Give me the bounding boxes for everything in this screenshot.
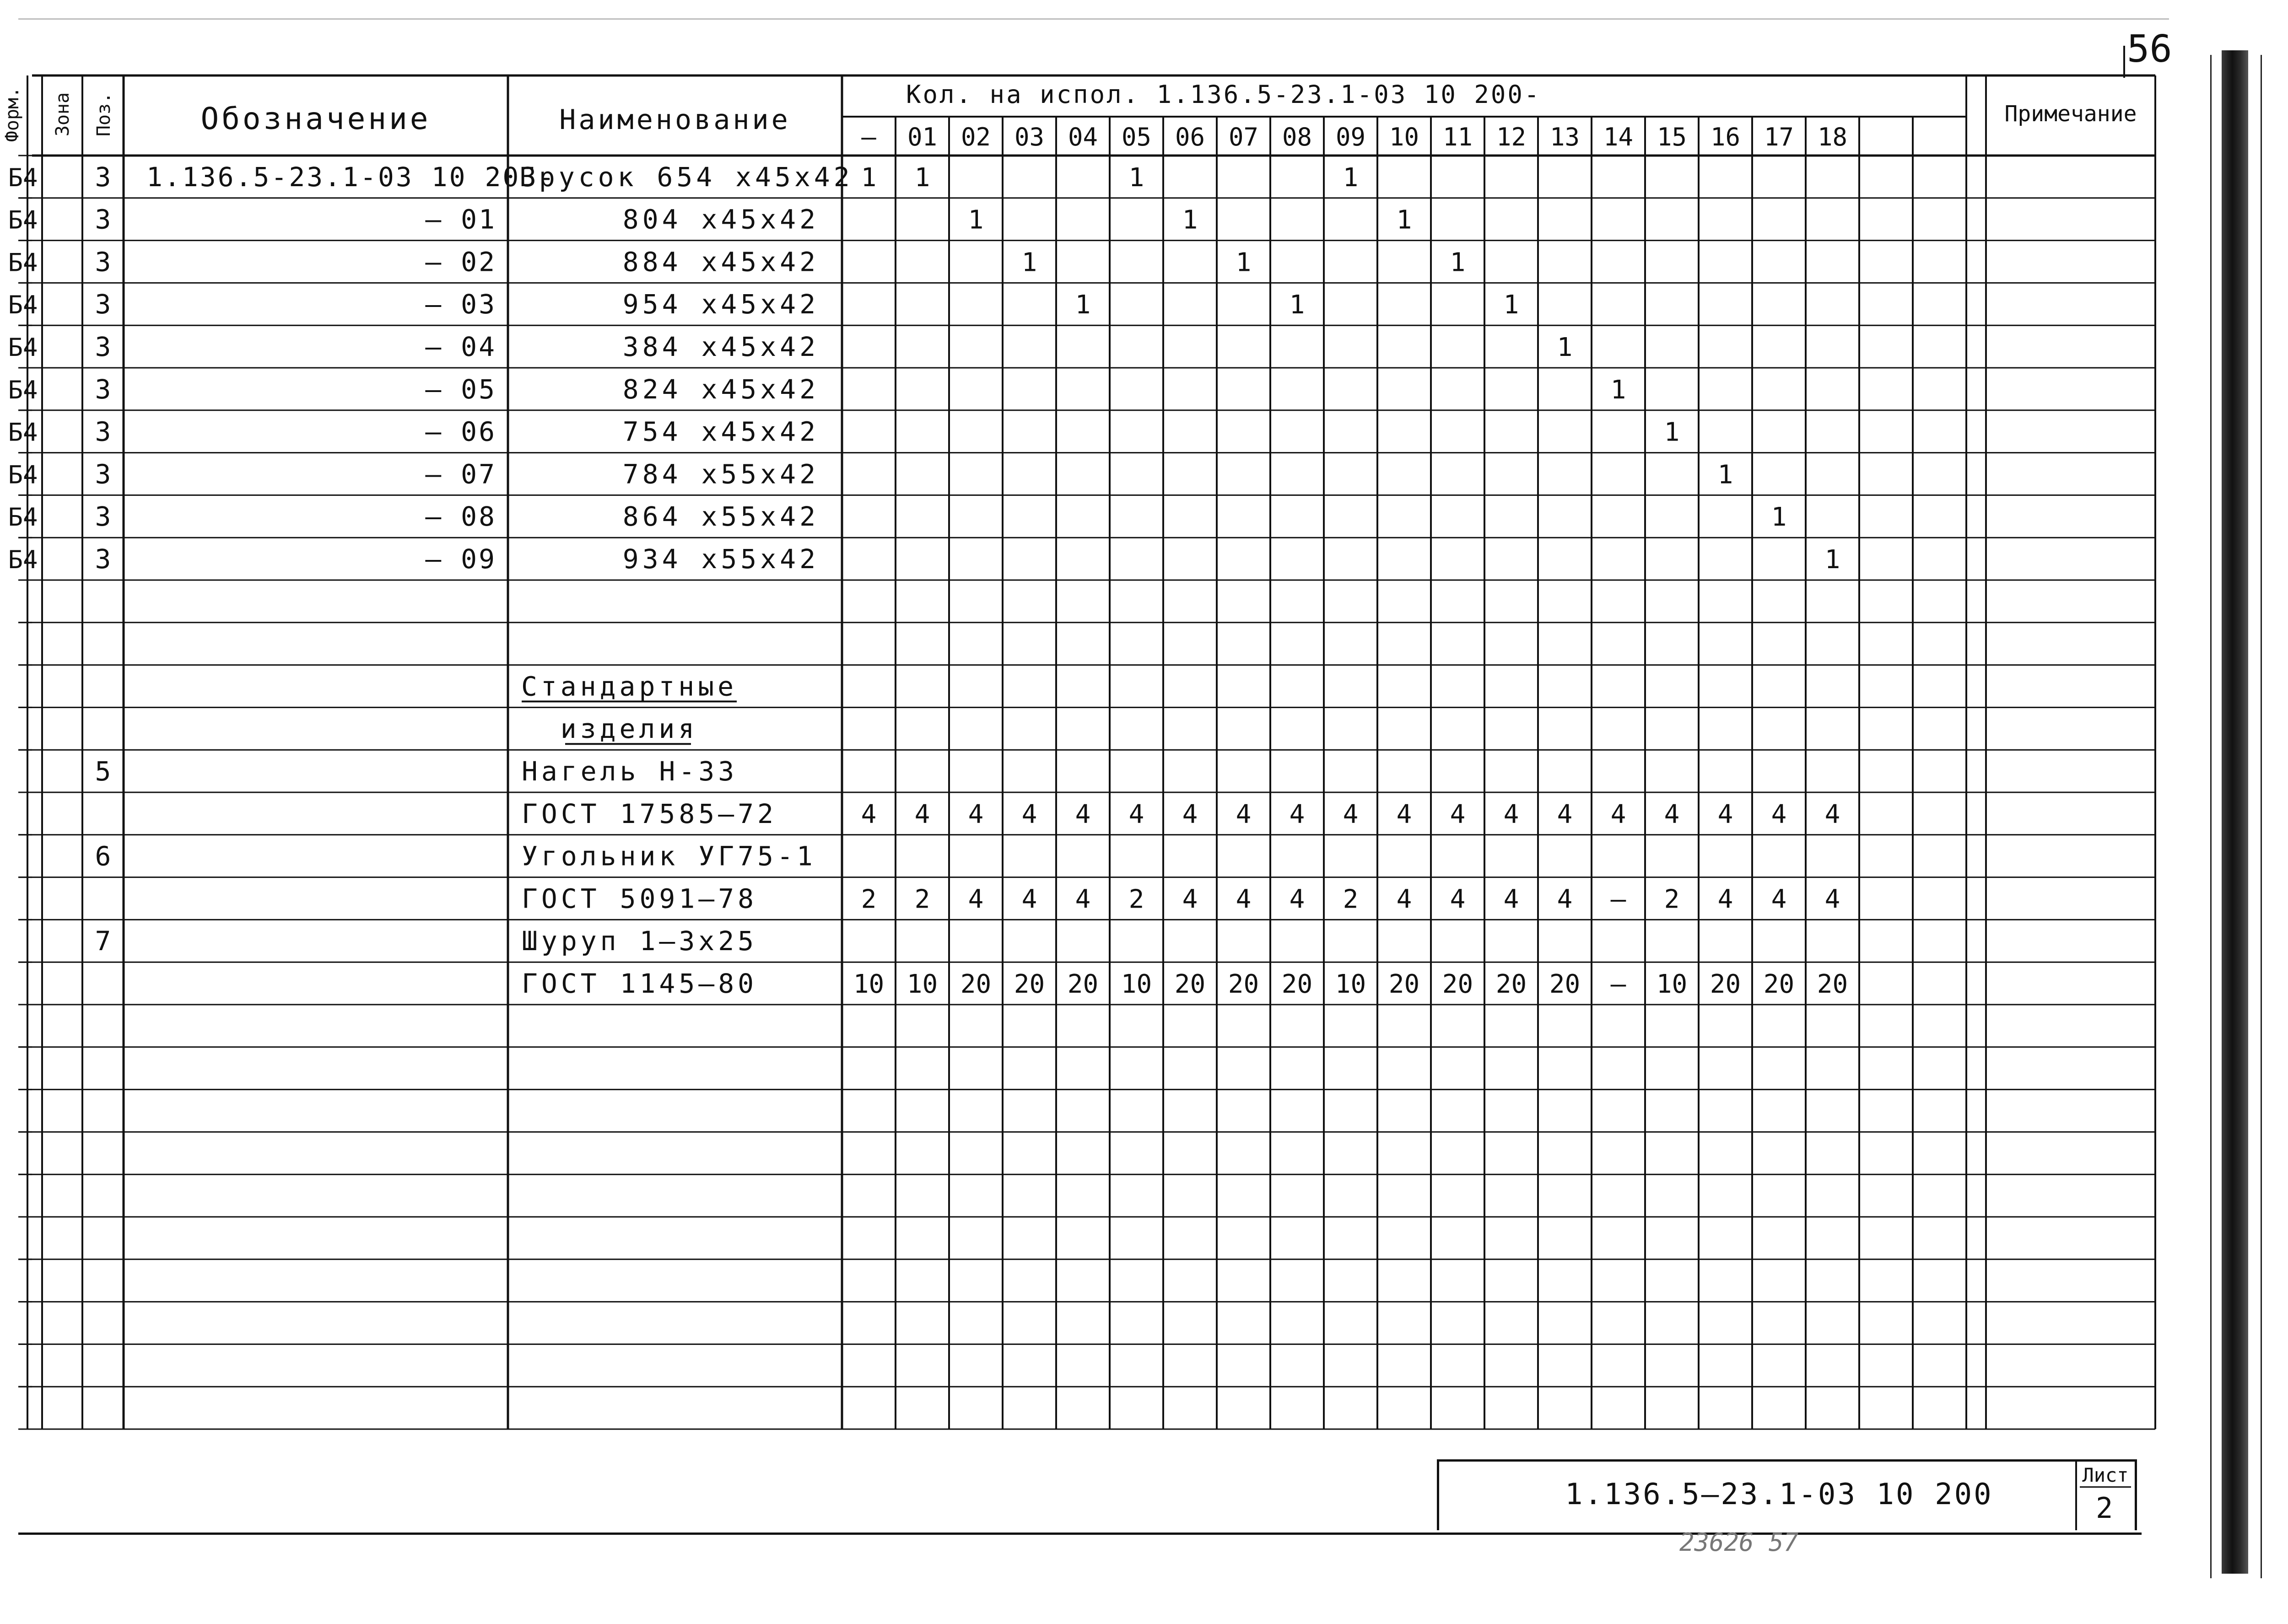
cell-quantity: 2 <box>914 884 930 914</box>
header-execution-number: 17 <box>1764 123 1794 151</box>
header-zone: Зона <box>52 92 73 137</box>
cell-quantity: 1 <box>1396 205 1412 235</box>
cell-name: ГОСТ 5091–78 <box>522 883 758 914</box>
header-execution-number: 04 <box>1068 123 1098 151</box>
cell-quantity: 4 <box>968 799 984 829</box>
cell-quantity: 4 <box>1771 799 1787 829</box>
cell-quantity: 4 <box>1075 799 1091 829</box>
page-number: 56 <box>2127 27 2172 71</box>
cell-designation: – 08 <box>425 501 496 532</box>
cell-quantity: 1 <box>1824 545 1840 575</box>
cell-quantity: – <box>1610 884 1626 914</box>
cell-name: 754 х45х42 <box>622 416 819 447</box>
header-note: Примечание <box>2004 101 2137 127</box>
cell-quantity: 10 <box>1121 969 1152 1000</box>
cell-quantity: 4 <box>1396 884 1412 914</box>
header-execution-number: 18 <box>1817 123 1848 151</box>
title-block-designation: 1.136.5—23.1-03 10 200 <box>1565 1478 1993 1511</box>
cell-quantity: 4 <box>1503 799 1519 829</box>
header-execution-number: 08 <box>1282 123 1312 151</box>
cell-quantity: 4 <box>1771 884 1787 914</box>
cell-quantity: 4 <box>1610 799 1626 829</box>
cell-name: 954 х45х42 <box>622 289 819 320</box>
cell-quantity: 10 <box>853 969 885 1000</box>
cell-quantity: 1 <box>1503 290 1519 320</box>
binding-edge-line <box>2261 55 2262 1578</box>
cell-quantity: 4 <box>1664 799 1680 829</box>
cell-quantity: 2 <box>1343 884 1359 914</box>
cell-name: Брусок 654 х45х42 <box>519 161 853 193</box>
sheet-number: 2 <box>2096 1491 2113 1525</box>
cell-designation: – 09 <box>425 543 496 575</box>
cell-quantity: 1 <box>1664 417 1680 447</box>
cell-designation: – 05 <box>425 373 496 405</box>
cell-quantity: 4 <box>968 884 984 914</box>
cell-quantity: 20 <box>1549 969 1581 1000</box>
header-execution-number: 01 <box>907 123 938 151</box>
cell-format: Б4 <box>8 418 38 447</box>
header-execution-number: 06 <box>1175 123 1205 151</box>
cell-pos: 5 <box>95 756 111 787</box>
header-execution-number: 09 <box>1335 123 1366 151</box>
cell-quantity: – <box>1610 969 1626 1000</box>
cell-format: Б4 <box>8 545 38 575</box>
cell-quantity: 20 <box>1817 969 1848 1000</box>
cell-quantity: 1 <box>1075 290 1091 320</box>
cell-quantity: 20 <box>1014 969 1045 1000</box>
cell-quantity: 2 <box>1664 884 1680 914</box>
cell-designation: – 03 <box>425 289 496 320</box>
cell-quantity: 4 <box>1824 884 1840 914</box>
cell-quantity: 10 <box>1335 969 1366 1000</box>
header-execution-number: 16 <box>1710 123 1741 151</box>
cell-quantity: 4 <box>1396 799 1412 829</box>
cell-format: Б4 <box>8 248 38 277</box>
cell-quantity: 4 <box>1236 799 1252 829</box>
cell-pos: 3 <box>95 246 111 278</box>
header-pos: Поз. <box>93 92 114 137</box>
cell-quantity: 4 <box>1021 884 1037 914</box>
cell-quantity: 20 <box>1174 969 1206 1000</box>
cell-format: Б4 <box>8 290 38 320</box>
cell-quantity: 1 <box>1450 247 1466 278</box>
cell-format: Б4 <box>8 375 38 404</box>
cell-quantity: 1 <box>1021 247 1037 278</box>
cell-quantity: 20 <box>960 969 992 1000</box>
cell-pos: 3 <box>95 543 111 575</box>
cell-name: 784 х55х42 <box>622 458 819 490</box>
cell-quantity: 1 <box>861 162 877 193</box>
binding-edge-shadow <box>2222 50 2248 1574</box>
header-execution-number: 03 <box>1014 123 1045 151</box>
cell-quantity: 4 <box>1717 799 1733 829</box>
section-heading: Стандартные <box>521 671 738 702</box>
cell-quantity: 4 <box>1824 799 1840 829</box>
cell-name: 934 х55х42 <box>622 543 819 575</box>
cell-quantity: 4 <box>1503 884 1519 914</box>
cell-quantity: 4 <box>1075 884 1091 914</box>
cell-pos: 3 <box>95 501 111 532</box>
header-format: Форм. <box>2 86 23 142</box>
table-bottom-rule <box>18 1533 2142 1535</box>
cell-quantity: 4 <box>1128 799 1144 829</box>
cell-designation: – 02 <box>425 246 496 278</box>
cell-quantity: 4 <box>861 799 877 829</box>
header-execution-number: 05 <box>1121 123 1152 151</box>
header-qty-caption: Кол. на испол. 1.136.5-23.1-03 10 200- <box>906 80 1541 109</box>
cell-format: Б4 <box>8 205 38 235</box>
cell-quantity: 20 <box>1388 969 1420 1000</box>
cell-name: ГОСТ 1145–80 <box>522 968 758 1000</box>
cell-quantity: 10 <box>907 969 938 1000</box>
cell-quantity: 1 <box>914 162 930 193</box>
cell-quantity: 10 <box>1656 969 1688 1000</box>
cell-quantity: 4 <box>1343 799 1359 829</box>
cell-quantity: 4 <box>1717 884 1733 914</box>
header-execution-number: 02 <box>961 123 991 151</box>
cell-quantity: 20 <box>1763 969 1795 1000</box>
cell-quantity: 2 <box>861 884 877 914</box>
cell-name: 384 х45х42 <box>622 331 819 363</box>
cell-quantity: 1 <box>1289 290 1305 320</box>
cell-quantity: 20 <box>1228 969 1259 1000</box>
cell-pos: 6 <box>95 840 111 872</box>
cell-pos: 3 <box>95 416 111 447</box>
header-execution-number: 12 <box>1496 123 1527 151</box>
archive-number: 23626 57 <box>1679 1528 1799 1557</box>
cell-quantity: 4 <box>1557 799 1573 829</box>
cell-pos: 3 <box>95 373 111 405</box>
cell-quantity: 1 <box>1128 162 1144 193</box>
cell-quantity: 20 <box>1442 969 1473 1000</box>
cell-format: Б4 <box>8 460 38 489</box>
cell-quantity: 4 <box>914 799 930 829</box>
cell-quantity: 4 <box>1236 884 1252 914</box>
cell-format: Б4 <box>8 333 38 362</box>
cell-quantity: 4 <box>1021 799 1037 829</box>
sheet-label: Лист <box>2080 1464 2131 1488</box>
header-execution-number: 15 <box>1657 123 1687 151</box>
cell-quantity: 20 <box>1067 969 1099 1000</box>
cell-quantity: 20 <box>1495 969 1527 1000</box>
cell-quantity: 4 <box>1450 799 1466 829</box>
cell-pos: 3 <box>95 331 111 363</box>
cell-quantity: 1 <box>1236 247 1252 278</box>
cell-pos: 3 <box>95 289 111 320</box>
header-name: Наименование <box>559 104 791 136</box>
cell-format: Б4 <box>8 163 38 192</box>
cell-quantity: 4 <box>1557 884 1573 914</box>
cell-designation: – 06 <box>425 416 496 447</box>
cell-pos: 3 <box>95 204 111 235</box>
binding-edge-line <box>2210 55 2212 1578</box>
header-execution-number: — <box>861 123 876 151</box>
cell-name: 884 х45х42 <box>622 246 819 278</box>
header-execution-number: 14 <box>1603 123 1634 151</box>
cell-designation: 1.136.5-23.1-03 10 203- <box>146 161 556 193</box>
cell-name: 824 х45х42 <box>622 373 819 405</box>
cell-format: Б4 <box>8 503 38 532</box>
cell-name: Угольник УГ75-1 <box>522 840 816 872</box>
cell-designation: – 07 <box>425 458 496 490</box>
header-execution-number: 13 <box>1549 123 1580 151</box>
cell-quantity: 1 <box>1182 205 1198 235</box>
cell-quantity: 1 <box>1343 162 1359 193</box>
cell-name: Шуруп 1–3х25 <box>522 925 758 957</box>
cell-pos: 3 <box>95 161 111 193</box>
header-execution-number: 10 <box>1389 123 1419 151</box>
cell-quantity: 4 <box>1182 799 1198 829</box>
cell-quantity: 4 <box>1289 884 1305 914</box>
cell-quantity: 4 <box>1289 799 1305 829</box>
cell-quantity: 1 <box>1610 375 1626 405</box>
cell-name: Нагель Н-33 <box>522 756 738 787</box>
cell-name: ГОСТ 17585–72 <box>522 798 777 829</box>
cell-pos: 7 <box>95 925 111 957</box>
cell-pos: 3 <box>95 458 111 490</box>
cell-quantity: 4 <box>1182 884 1198 914</box>
cell-quantity: 20 <box>1281 969 1313 1000</box>
cell-quantity: 20 <box>1710 969 1741 1000</box>
cell-quantity: 1 <box>968 205 984 235</box>
cell-quantity: 4 <box>1450 884 1466 914</box>
cell-quantity: 1 <box>1717 460 1733 490</box>
cell-designation: – 04 <box>425 331 496 363</box>
cell-quantity: 2 <box>1128 884 1144 914</box>
header-execution-number: 11 <box>1442 123 1473 151</box>
header-designation: Обозначение <box>200 101 431 136</box>
cell-quantity: 1 <box>1557 333 1573 363</box>
header-execution-number: 07 <box>1228 123 1259 151</box>
cell-quantity: 1 <box>1771 502 1787 532</box>
cell-designation: – 01 <box>425 204 496 235</box>
section-heading: изделия <box>560 713 698 745</box>
cell-name: 864 х55х42 <box>622 501 819 532</box>
cell-name: 804 х45х42 <box>622 204 819 235</box>
